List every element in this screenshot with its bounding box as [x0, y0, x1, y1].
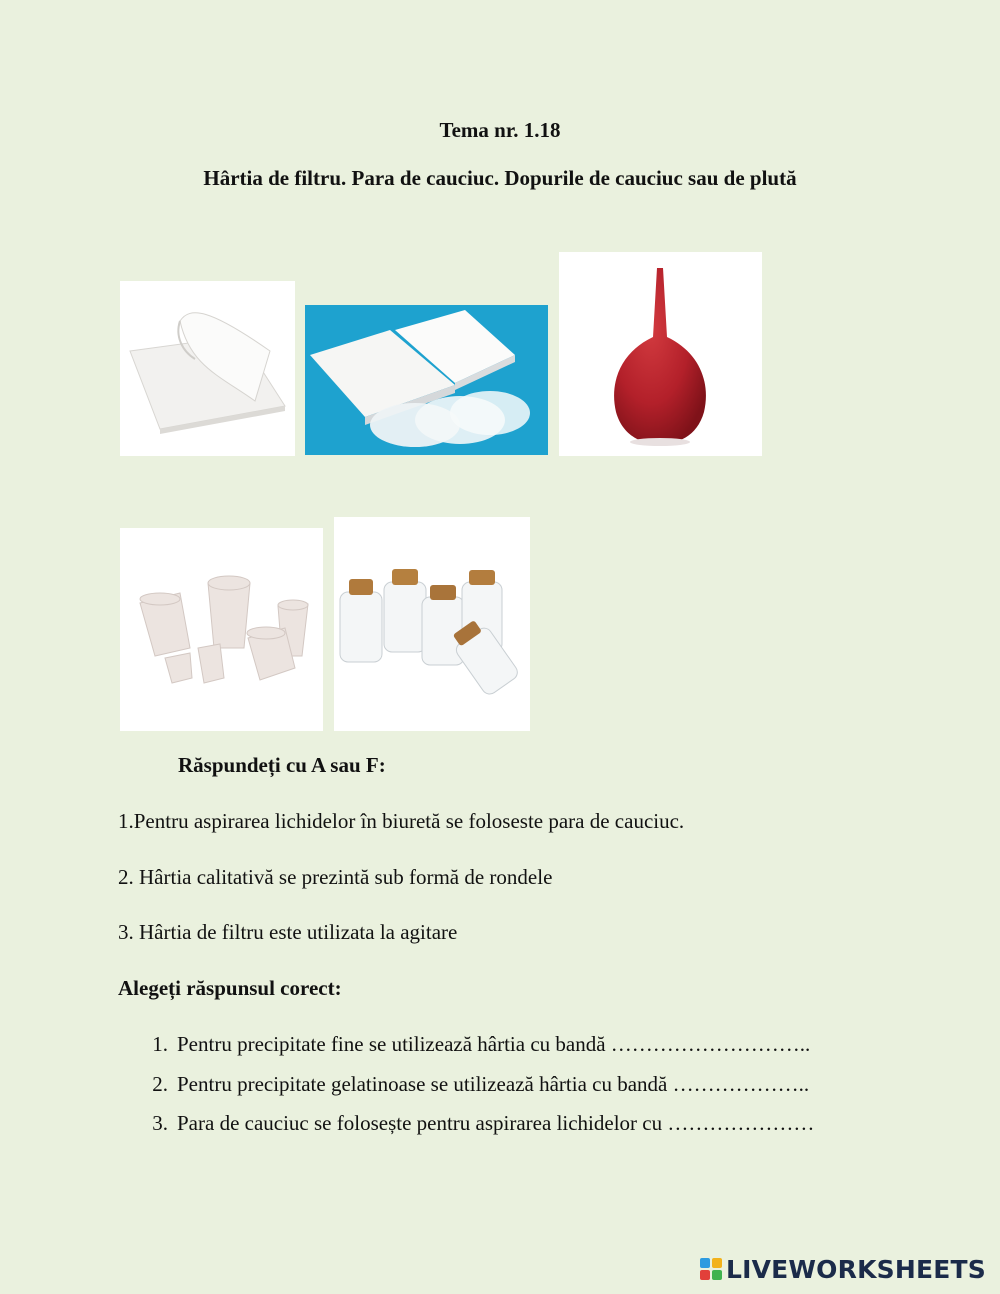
mc-item-3-text: Para de cauciuc se folosește pentru aspirarea lichidelor cu …………………: [177, 1111, 815, 1135]
true-false-item-1: 1.Pentru aspirarea lichidelor în biuretă se foloseste para de cauciuc.: [118, 809, 685, 833]
mc-item-2-text: Pentru precipitate gelatinoase se utilizează hârtia cu bandă ………………..: [177, 1072, 810, 1096]
logo-text: LIVEWORKSHEETS: [725, 1254, 986, 1284]
mc-item-1-number: 1.: [152, 1032, 168, 1056]
true-false-item-2: 2. Hârtia calitativă se prezintă sub formă de rondele: [118, 865, 553, 889]
liveworksheets-logo-icon: [700, 1258, 722, 1280]
liveworksheets-logo[interactable]: [700, 1254, 986, 1284]
page-title: Tema nr. 1.18: [439, 118, 561, 142]
mc-item-3-number: 3.: [152, 1111, 168, 1135]
rubber-bulb-image: [559, 252, 762, 456]
true-false-item-3: 3. Hârtia de filtru este utilizata la agitare: [118, 920, 458, 944]
mc-item-1-text: Pentru precipitate fine se utilizează hârtia cu bandă ………………………..: [177, 1032, 811, 1056]
mc-item-2-number: 2.: [152, 1072, 168, 1096]
filter-paper-sheet-image: [120, 281, 295, 456]
cork-vials-image: [334, 517, 530, 731]
true-false-heading: Răspundeți cu A sau F:: [178, 753, 386, 777]
page-subtitle: Hârtia de filtru. Para de cauciuc. Dopurile de cauciuc sau de plută: [203, 166, 797, 190]
filter-paper-squares-discs-image: [305, 305, 548, 455]
multiple-choice-heading: Alegeți răspunsul corect:: [118, 976, 342, 1000]
rubber-stoppers-image: [120, 528, 323, 731]
